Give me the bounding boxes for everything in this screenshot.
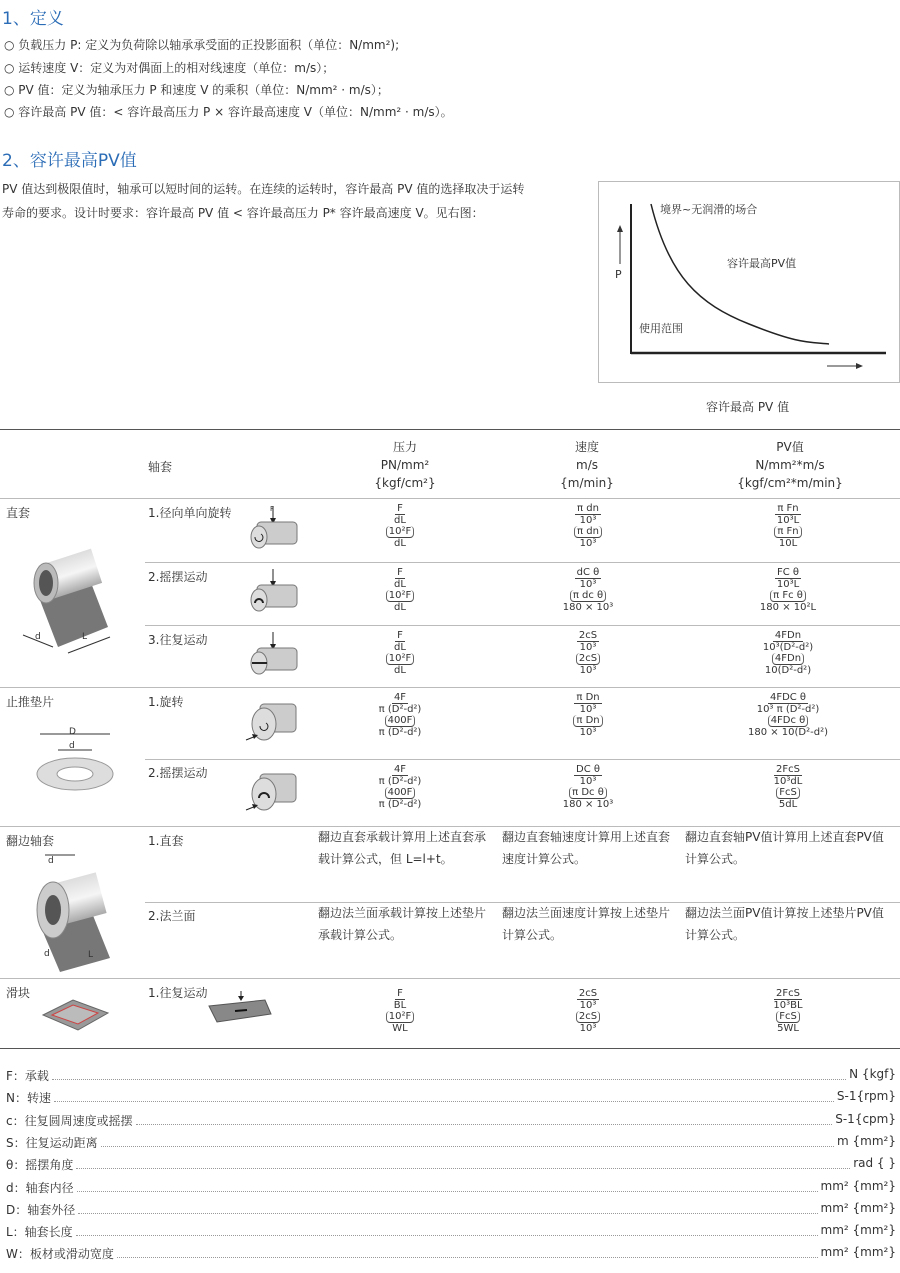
figure-label-area: 使用范围 <box>639 322 683 335</box>
figure-caption: 容许最高 PV 值 <box>706 400 790 414</box>
glossary-symbol: F：承载 <box>6 1069 49 1083</box>
leader-dots <box>77 1179 818 1192</box>
thrust-oscillation-icon <box>242 766 302 821</box>
reciprocating-motion-icon <box>247 630 302 680</box>
glossary-unit: mm² {mm²} <box>820 1200 896 1215</box>
glossary-row <box>6 1134 896 1151</box>
glossary-row <box>6 1223 896 1240</box>
row-motion: 2.法兰面 <box>148 909 196 923</box>
glossary-unit: S-1{cpm} <box>835 1111 896 1126</box>
table-bottom-rule <box>0 1048 900 1049</box>
dim-l-label: L <box>82 632 88 642</box>
glossary-symbol: W：板材或滑动宽度 <box>6 1247 114 1262</box>
leader-dots <box>136 1112 833 1125</box>
group-slide-plate: 滑块 <box>6 986 31 1000</box>
row-motion: 2.摇摆运动 <box>148 766 208 780</box>
glossary-row <box>6 1156 896 1173</box>
flange-face-speed-text: 翻边法兰面速度计算按上述垫片 计算公式。 <box>502 906 671 942</box>
table-rule <box>0 687 900 688</box>
slide-plate-icon <box>38 995 113 1035</box>
group-straight-bushing: 直套 <box>6 506 31 520</box>
flange-straight-pressure-text: 翻边直套承载计算用上述直套承 载计算公式，但 L=l+t。 <box>318 830 487 866</box>
formula-v: π Dn 10³ π Dn 10³ <box>533 692 643 738</box>
table-rule <box>0 978 900 979</box>
glossary-symbol: c：往复圆周速度或摇摆 <box>6 1113 133 1128</box>
leader-dots <box>78 1201 817 1214</box>
formula-p: 4F π (D²-d²) 400F π (D²-d²) <box>378 764 422 810</box>
straight-bushing-icon <box>18 535 118 655</box>
flange-straight-pv-text: 翻边直套轴PV值计算用上述直套PV值 计算公式。 <box>685 830 884 866</box>
formula-pv: 4FDC θ 10³ π (D²-d²) 4FDc θ 180 × 10(D²-d²) <box>747 692 829 738</box>
row-motion: 1.往复运动 <box>148 986 208 1000</box>
leader-dots <box>54 1089 834 1102</box>
glossary-row <box>6 1201 896 1218</box>
flange-straight-speed-text: 翻边直套轴速度计算用上述直套 速度计算公式。 <box>502 830 671 866</box>
glossary-unit: m {mm²} <box>837 1133 896 1148</box>
row-motion: 1.径向单向旋转 <box>148 506 232 520</box>
rotation-motion-icon <box>247 504 302 554</box>
dim-d-label: d <box>69 741 75 751</box>
formula-v: dC θ 10³ π dc θ 180 × 10³ <box>562 567 614 613</box>
table-rule <box>145 562 900 563</box>
formula-v: DC θ 10³ π Dc θ 180 × 10³ <box>562 764 614 810</box>
leader-dots <box>101 1134 834 1147</box>
row-motion: 2.摇摆运动 <box>148 570 208 584</box>
glossary-unit: S-1{rpm} <box>836 1089 896 1104</box>
dim-D-label: D <box>69 727 76 737</box>
table-rule <box>145 625 900 626</box>
leader-dots <box>52 1067 846 1080</box>
header-pv: PV值 N/mm²*m/s {kgf/cm²*m/min} <box>737 440 843 490</box>
formula-p: F dL 10²F dL <box>350 567 450 613</box>
formula-v: 2cS 10³ 2cS 10³ <box>533 630 643 676</box>
formula-v: 2cS 10³ 2cS 10³ <box>533 988 643 1034</box>
glossary-symbol: S：往复运动距离 <box>6 1135 98 1150</box>
glossary-row <box>6 1112 896 1129</box>
section2-paragraph-line: PV 值达到极限值时，轴承可以短时间的运转。在连续的运转时，容许最高 PV 值的选择取决于运转 <box>2 182 525 196</box>
glossary-unit: rad { } <box>853 1156 896 1171</box>
formula-pv: 2FcS 10³dL FcS 5dL <box>773 764 803 810</box>
leader-dots <box>76 1156 850 1169</box>
flange-face-pressure-text: 翻边法兰面承载计算按上述垫片 承载计算公式。 <box>318 906 487 942</box>
definition-item: ○ 负载压力 P: 定义为负荷除以轴承承受面的正投影面积（单位：N/mm²); <box>4 38 400 52</box>
force-label: F <box>270 505 275 513</box>
group-flange-bushing: 翻边轴套 <box>6 834 55 848</box>
figure-label-curve: 容许最高PV值 <box>727 257 797 270</box>
oscillation-motion-icon <box>247 567 302 617</box>
slide-reciprocating-icon <box>205 988 275 1028</box>
flange-face-pv-text: 翻边法兰面PV值计算按上述垫片PV值 计算公式。 <box>685 906 884 942</box>
row-motion: 1.直套 <box>148 834 184 848</box>
row-motion: 1.旋转 <box>148 695 184 709</box>
glossary-row <box>6 1089 896 1106</box>
definition-item: ○ 容许最高 PV 值：< 容许最高压力 P × 容许最高速度 V（单位：N/mm² · m/s）。 <box>4 105 453 119</box>
section1-title: 1、定义 <box>2 9 64 29</box>
leader-dots <box>76 1223 818 1236</box>
header-pressure: 压力 PN/mm² {kgf/cm²} <box>374 440 436 490</box>
flange-bushing-icon <box>15 850 120 972</box>
table-top-rule <box>0 429 900 430</box>
dim-d-label: d <box>48 856 54 866</box>
glossary-symbol: θ：摇摆角度 <box>6 1158 74 1173</box>
group-thrust-washer: 止推垫片 <box>6 695 55 709</box>
table-rule <box>145 759 900 760</box>
formula-p: 4F π (D²-d²) 400F π (D²-d²) <box>378 692 422 738</box>
row-motion: 3.往复运动 <box>148 633 208 647</box>
glossary-symbol: d：轴套内径 <box>6 1180 74 1195</box>
figure-axis-p: P <box>615 268 622 281</box>
glossary-unit: mm² {mm²} <box>820 1223 896 1238</box>
glossary-symbol: D：轴套外径 <box>6 1202 76 1217</box>
formula-pv: 2FcS 10³BL FcS 5WL <box>773 988 803 1034</box>
glossary-unit: mm² {mm²} <box>820 1178 896 1193</box>
section2-paragraph-line: 寿命的要求。设计时要求：容许最高 PV 值 < 容许最高压力 P* 容许最高速度 V。见右图： <box>2 206 484 220</box>
formula-v: π dn 10³ π dn 10³ <box>533 503 643 549</box>
header-speed: 速度 m/s {m/min} <box>560 440 614 490</box>
thrust-rotation-icon <box>242 696 302 751</box>
formula-p: F dL 10²F dL <box>350 630 450 676</box>
table-rule <box>0 498 900 499</box>
glossary-symbol: L：轴套长度 <box>6 1225 73 1240</box>
formula-pv: π Fn 10³L π Fn 10L <box>718 503 858 549</box>
dim-l-label: L <box>88 950 94 960</box>
formula-p: F dL 10²F dL <box>350 503 450 549</box>
definition-item: ○ PV 值：定义为轴承压力 P 和速度 V 的乘积（单位：N/mm² · m/s）； <box>4 83 389 97</box>
header-bushing: 轴套 <box>148 460 173 474</box>
leader-dots <box>117 1245 818 1258</box>
formula-pv: FC θ 10³L π Fc θ 180 × 10²L <box>759 567 817 613</box>
pv-figure <box>598 181 900 383</box>
section2-title: 2、容许最高PV值 <box>2 151 137 171</box>
glossary-symbol: N：转速 <box>6 1091 51 1106</box>
dim-d-label: d <box>44 949 50 959</box>
dim-d-label: d <box>35 632 41 642</box>
definition-item: ○ 运转速度 V：定义为对偶面上的相对线速度（单位：m/s）； <box>4 61 335 75</box>
formula-p: F BL 10²F WL <box>350 988 450 1034</box>
glossary-unit: N {kgf} <box>849 1067 896 1081</box>
glossary-row <box>6 1067 896 1084</box>
formula-pv: 4FDn 10³(D²-d²) 4FDn 10(D²-d²) <box>762 630 814 676</box>
glossary-unit: mm² {mm²} <box>820 1245 896 1260</box>
glossary-row <box>6 1245 896 1262</box>
figure-label-boundary: 境界~无润滑的场合 <box>660 203 758 216</box>
glossary-row <box>6 1179 896 1196</box>
